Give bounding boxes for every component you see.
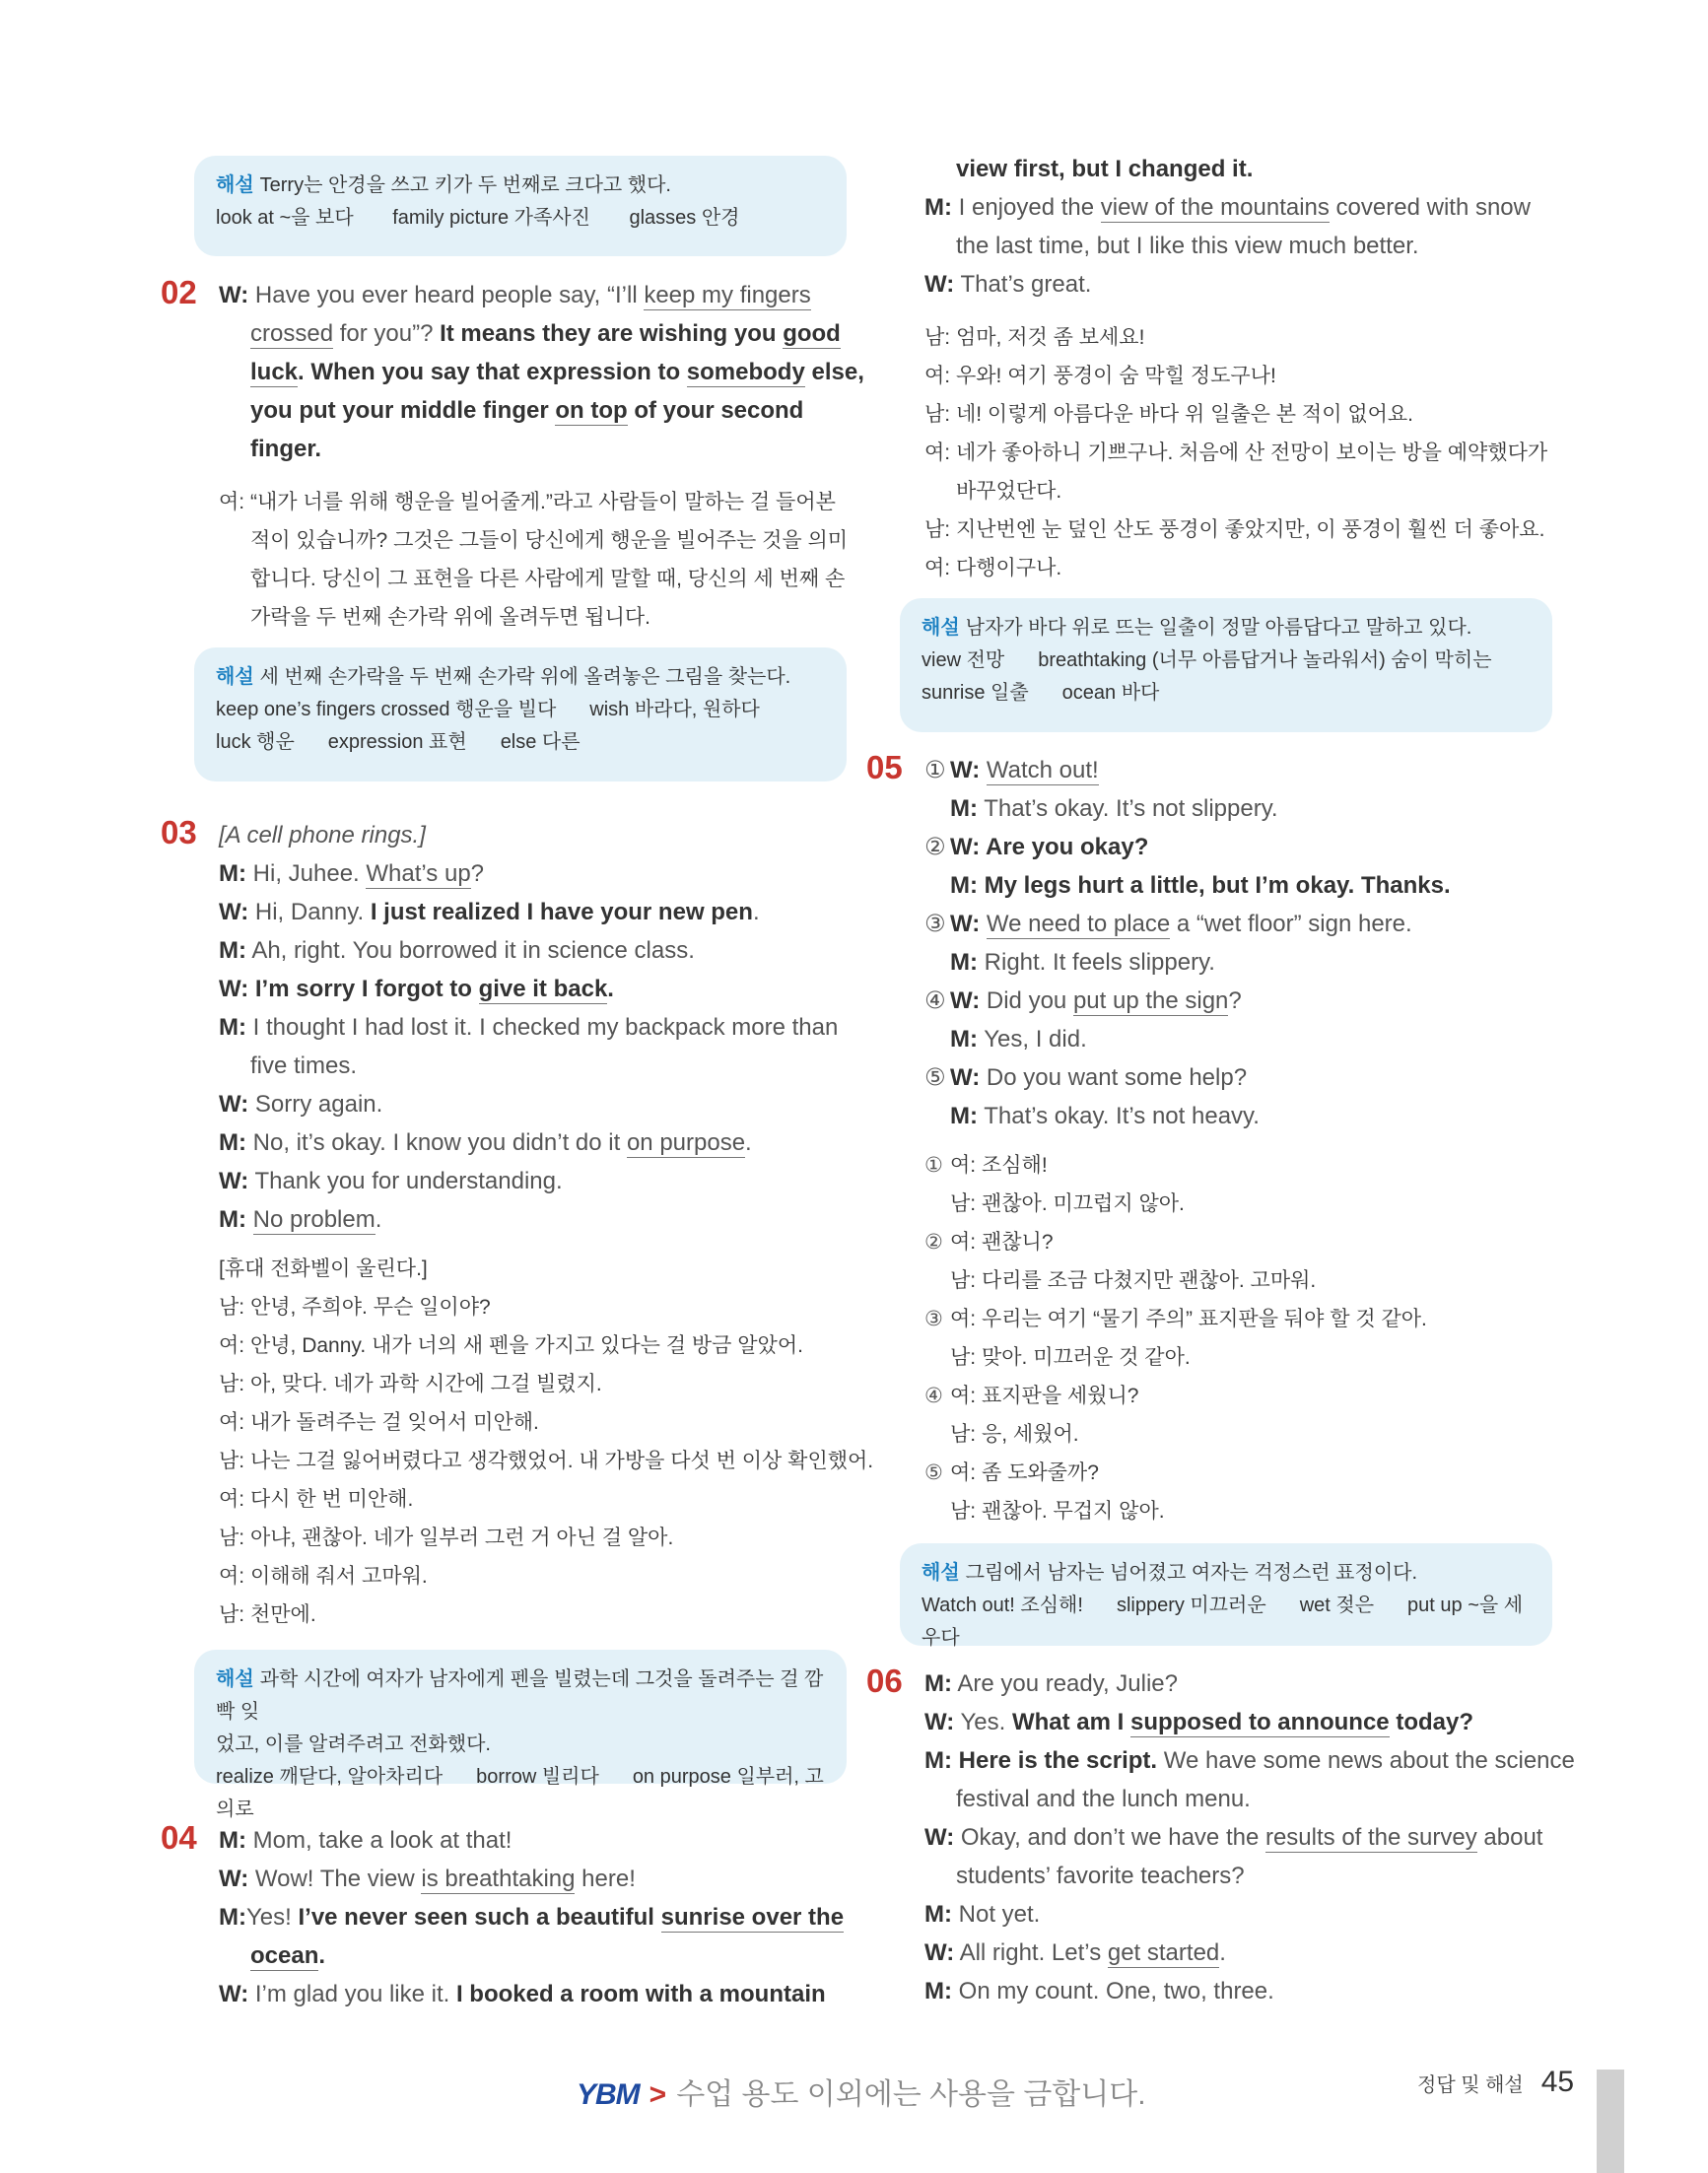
dialogue-line: finger. bbox=[250, 436, 322, 462]
explanation-label: 해설 bbox=[216, 174, 254, 196]
dialogue-line: W: Yes. What am I supposed to announce today? bbox=[924, 1709, 1473, 1735]
explanation-label: 해설 bbox=[922, 1562, 960, 1584]
dialogue-line: luck. When you say that expression to somebody else, bbox=[250, 359, 864, 385]
translation-line: 남: 지난번엔 눈 덮인 산도 풍경이 좋았지만, 이 풍경이 훨씬 더 좋아요. bbox=[924, 518, 1545, 541]
dialogue-line: you put your middle finger on top of your second bbox=[250, 397, 804, 424]
dialogue-line: W: Okay, and don’t we have the results of the survey about bbox=[924, 1824, 1543, 1851]
explanation-box-03 bbox=[194, 1650, 847, 1820]
vocab-item: glasses 안경 bbox=[629, 207, 740, 229]
translation-line: 여: 안녕, Danny. 내가 너의 새 펜을 가지고 있다는 걸 방금 알았어. bbox=[219, 1334, 803, 1357]
question-number: 05 bbox=[866, 749, 903, 785]
translation-line: 남: 나는 그걸 잃어버렸다고 생각했었어. 내 가방을 다섯 번 이상 확인했어. bbox=[219, 1450, 874, 1472]
dialogue-line: M: I enjoyed the view of the mountains covered with snow bbox=[924, 194, 1531, 221]
translation-line: 남: 엄마, 저것 좀 보세요! bbox=[924, 326, 1145, 349]
question-number: 06 bbox=[866, 1663, 903, 1699]
dialogue-line: ① W: Watch out! bbox=[924, 751, 1099, 789]
vocab-item: look at ~을 보다 bbox=[216, 207, 354, 229]
translation-line: 남: 괜찮아. 무겁지 않아. bbox=[950, 1500, 1165, 1523]
dialogue-line: M: My legs hurt a little, but I’m okay. Thanks. bbox=[950, 872, 1451, 899]
option-marker: ⑤ bbox=[924, 1064, 946, 1091]
dialogue-line: W: Thank you for understanding. bbox=[219, 1168, 563, 1194]
dialogue-line: the last time, but I like this view much better. bbox=[956, 233, 1419, 259]
option-marker: ④ bbox=[924, 987, 946, 1014]
translation-line: 남: 천만에. bbox=[219, 1603, 316, 1626]
vocab-item: breathtaking (너무 아름답거나 놀라워서) 숨이 막히는 bbox=[1038, 649, 1492, 671]
dialogue-line: ④ W: Did you put up the sign? bbox=[924, 982, 1242, 1020]
translation-line: 남: 아, 맞다. 네가 과학 시간에 그걸 빌렸지. bbox=[219, 1373, 602, 1395]
vocab-item: keep one’s fingers crossed 행운을 빌다 bbox=[216, 699, 557, 720]
explanation-text: 그림에서 남자는 넘어졌고 여자는 걱정스런 표정이다. bbox=[965, 1562, 1418, 1584]
explanation-text: 세 번째 손가락을 두 번째 손가락 위에 올려놓은 그림을 찾는다. bbox=[259, 666, 791, 688]
translation-line: ② 여: 괜찮니? bbox=[924, 1231, 1054, 1254]
dialogue-line: M: I thought I had lost it. I checked my backpack more than bbox=[219, 1014, 839, 1041]
translation-line: 남: 아냐, 괜찮아. 네가 일부러 그런 거 아닌 걸 알아. bbox=[219, 1527, 674, 1549]
explanation-box-02 bbox=[194, 647, 847, 781]
option-marker: ② bbox=[924, 834, 946, 860]
dialogue-line: five times. bbox=[250, 1053, 358, 1079]
dialogue-line: ③ W: We need to place a “wet floor” sign here. bbox=[924, 905, 1412, 943]
dialogue-line: M: Hi, Juhee. What’s up? bbox=[219, 860, 485, 887]
dialogue-line: M: Are you ready, Julie? bbox=[924, 1670, 1179, 1697]
translation-line: 적이 있습니까? 그것은 그들이 당신에게 행운을 빌어주는 것을 의미 bbox=[250, 529, 849, 552]
translation-line: 여: 이해해 줘서 고마워. bbox=[219, 1565, 428, 1588]
dialogue-line: M: That’s okay. It’s not slippery. bbox=[950, 795, 1278, 822]
explanation-box-01 bbox=[194, 156, 847, 256]
vocab-item: sunrise 일출 bbox=[922, 682, 1029, 704]
explanation-label: 해설 bbox=[922, 617, 960, 639]
explanation-label: 해설 bbox=[216, 1668, 254, 1690]
dialogue-line: M: Mom, take a look at that! bbox=[219, 1827, 512, 1854]
vocab-item: on purpose 일부러, 고의로 bbox=[216, 1766, 824, 1820]
vocab-item: family picture 가족사진 bbox=[392, 207, 590, 229]
dialogue-line: M: No problem. bbox=[219, 1206, 382, 1233]
page-edge-tab bbox=[1597, 2070, 1624, 2173]
translation-line: 바꾸었단다. bbox=[956, 480, 1062, 503]
dialogue-line: W: Have you ever heard people say, “I’ll keep my fingers bbox=[219, 282, 811, 308]
explanation-box-04 bbox=[900, 598, 1552, 732]
translation-line: 남: 괜찮아. 미끄럽지 않아. bbox=[950, 1192, 1185, 1215]
vocab-item: luck 행운 bbox=[216, 731, 295, 753]
translation-line: 여: 다행이구나. bbox=[924, 557, 1062, 579]
vocab-item: view 전망 bbox=[922, 649, 1005, 671]
dialogue-line: ocean. bbox=[250, 1942, 326, 1969]
translation-line: ④ 여: 표지판을 세웠니? bbox=[924, 1385, 1139, 1407]
translation-line: 여: 우와! 여기 풍경이 숨 막힐 정도구나! bbox=[924, 365, 1276, 387]
dialogue-line: W: I’m sorry I forgot to give it back. bbox=[219, 976, 614, 1002]
vocab-item: slippery 미끄러운 bbox=[1116, 1595, 1266, 1616]
explanation-text: 남자가 바다 위로 뜨는 일출이 정말 아름답다고 말하고 있다. bbox=[965, 617, 1472, 639]
dialogue-line: M: On my count. One, two, three. bbox=[924, 1978, 1274, 2004]
dialogue-line: M:Yes! I’ve never seen such a beautiful sunrise over the bbox=[219, 1904, 845, 1931]
vocab-item: wet 젖은 bbox=[1299, 1595, 1375, 1616]
question-number: 02 bbox=[161, 274, 197, 310]
translation-line: 남: 다리를 조금 다쳤지만 괜찮아. 고마워. bbox=[950, 1269, 1317, 1292]
translation-line: ① 여: 조심해! bbox=[924, 1154, 1048, 1177]
dialogue-line: W: I’m glad you like it. I booked a room with a mountain bbox=[219, 1981, 826, 2007]
footer-text: 수업 용도 이외에는 사용을 금합니다. bbox=[676, 2078, 1146, 2111]
translation-line: ③ 여: 우리는 여기 “물기 주의” 표지판을 둬야 할 것 같아. bbox=[924, 1308, 1427, 1330]
vocab-item: expression 표현 bbox=[327, 731, 467, 753]
option-marker: ③ bbox=[924, 911, 946, 937]
vocab-list bbox=[216, 202, 825, 235]
vocab-item: ocean 바다 bbox=[1061, 682, 1160, 704]
vocab-item: wish 바라다, 원하다 bbox=[589, 699, 760, 720]
dialogue-line: festival and the lunch menu. bbox=[956, 1786, 1251, 1812]
dialogue-line: ② W: Are you okay? bbox=[924, 828, 1148, 866]
dialogue-line: M: That’s okay. It’s not heavy. bbox=[950, 1103, 1260, 1129]
chevron-right-icon: > bbox=[649, 2078, 667, 2111]
dialogue-line: crossed for you”? It means they are wishing you good bbox=[250, 320, 841, 347]
dialogue-line: M: Right. It feels slippery. bbox=[950, 949, 1215, 976]
translation-line: 남: 맞아. 미끄러운 것 같아. bbox=[950, 1346, 1191, 1369]
dialogue-line: W: Sorry again. bbox=[219, 1091, 383, 1118]
brand-logo: YBM bbox=[577, 2078, 640, 2111]
explanation-text: 었고, 이를 알려주려고 전화했다. bbox=[216, 1733, 491, 1755]
translation-line: 합니다. 당신이 그 표현을 다른 사람에게 말할 때, 당신의 세 번째 손 bbox=[250, 568, 846, 590]
dialogue-line: W: That’s great. bbox=[924, 271, 1092, 298]
option-marker: ① bbox=[924, 757, 946, 783]
footer-notice bbox=[577, 2070, 1146, 2113]
vocab-item: Watch out! 조심해! bbox=[922, 1595, 1083, 1616]
dialogue-line: students’ favorite teachers? bbox=[956, 1863, 1245, 1889]
translation-line: 남: 네! 이렇게 아름다운 바다 위 일출은 본 적이 없어요. bbox=[924, 403, 1414, 426]
vocab-item: put up ~을 세우다 bbox=[922, 1595, 1524, 1649]
question-number: 03 bbox=[161, 814, 197, 850]
explanation-text: Terry는 안경을 쓰고 키가 두 번째로 크다고 했다. bbox=[259, 174, 671, 196]
translation-line: ⑤ 여: 좀 도와줄까? bbox=[924, 1461, 1099, 1484]
translation-line: 여: 다시 한 번 미안해. bbox=[219, 1488, 414, 1511]
dialogue-line: M: Ah, right. You borrowed it in science class. bbox=[219, 937, 695, 964]
translation-line: 여: 네가 좋아하니 기쁘구나. 처음에 산 전망이 보이는 방을 예약했다가 bbox=[924, 441, 1548, 464]
question-number: 04 bbox=[161, 1819, 197, 1856]
page-number: 45 bbox=[1540, 2066, 1575, 2098]
dialogue-line: W: Wow! The view is breathtaking here! bbox=[219, 1866, 636, 1892]
explanation-text: 과학 시간에 여자가 남자에게 펜을 빌렸는데 그것을 돌려주는 걸 깜빡 잊 bbox=[216, 1668, 824, 1723]
dialogue-line: W: All right. Let’s get started. bbox=[924, 1939, 1226, 1966]
dialogue-line: [A cell phone rings.] bbox=[219, 822, 426, 849]
dialogue-line: M: Yes, I did. bbox=[950, 1026, 1087, 1053]
section-title: 정답 및 해설 bbox=[1417, 2074, 1524, 2096]
explanation-box-05 bbox=[900, 1543, 1552, 1649]
dialogue-line: M: Here is the script. We have some news about the science bbox=[924, 1747, 1575, 1774]
translation-line: 남: 안녕, 주희야. 무슨 일이야? bbox=[219, 1296, 491, 1319]
translation-line: 여: “내가 너를 위해 행운을 빌어줄게.”라고 사람들이 말하는 걸 들어본 bbox=[219, 491, 836, 513]
translation-line: 가락을 두 번째 손가락 위에 올려두면 됩니다. bbox=[250, 606, 650, 629]
vocab-item: borrow 빌리다 bbox=[476, 1766, 599, 1788]
translation-title: [휴대 전화벨이 울린다.] bbox=[219, 1257, 428, 1280]
explanation-label: 해설 bbox=[216, 666, 254, 688]
dialogue-line: W: Hi, Danny. I just realized I have your new pen. bbox=[219, 899, 760, 925]
translation-line: 남: 응, 세웠어. bbox=[950, 1423, 1079, 1446]
translation-line: 여: 내가 돌려주는 걸 잊어서 미안해. bbox=[219, 1411, 539, 1434]
dialogue-line: ⑤ W: Do you want some help? bbox=[924, 1058, 1247, 1097]
dialogue-line: M: Not yet. bbox=[924, 1901, 1041, 1928]
dialogue-line: view first, but I changed it. bbox=[956, 156, 1254, 182]
vocab-item: realize 깨닫다, 알아차리다 bbox=[216, 1766, 444, 1788]
dialogue-line: M: No, it’s okay. I know you didn’t do it on purpose. bbox=[219, 1129, 752, 1156]
vocab-item: else 다른 bbox=[500, 731, 581, 753]
page-info bbox=[1417, 2066, 1574, 2099]
